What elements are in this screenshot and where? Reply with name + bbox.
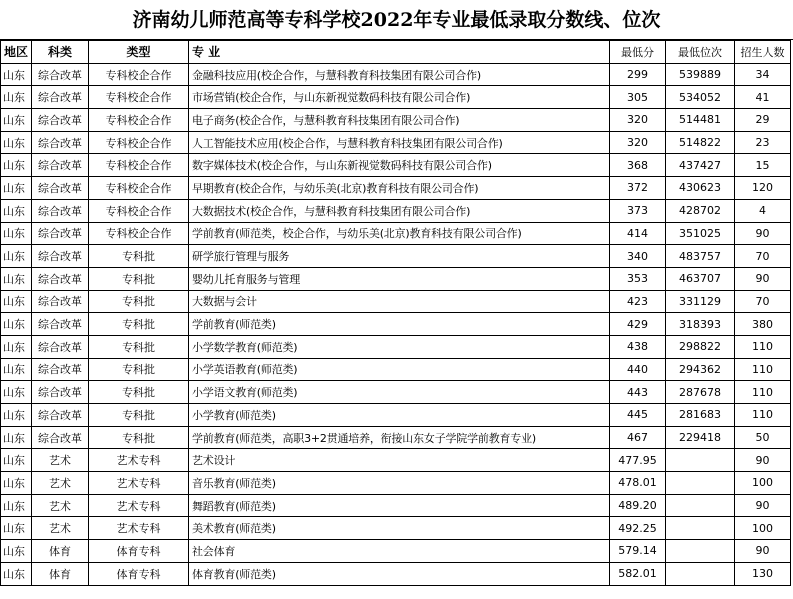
cell-min-score[interactable]: 299 [610, 63, 666, 86]
cell-min-score[interactable]: 440 [610, 358, 666, 381]
cell-major[interactable]: 大数据与会计 [189, 290, 610, 313]
cell-enrollment[interactable]: 4 [735, 199, 791, 222]
cell-min-rank[interactable]: 428702 [666, 199, 735, 222]
cell-region[interactable]: 山东 [1, 426, 32, 449]
cell-region[interactable]: 山东 [1, 109, 32, 132]
cell-min-rank[interactable]: 229418 [666, 426, 735, 449]
cell-subject[interactable]: 综合改革 [32, 154, 89, 177]
cell-type[interactable]: 专科批 [89, 245, 189, 268]
table-row [1, 358, 791, 381]
cell-min-rank[interactable]: 534052 [666, 86, 735, 109]
header-min-score[interactable]: 最低分 [610, 41, 666, 64]
table-row [1, 517, 791, 540]
cell-subject[interactable]: 艺术 [32, 517, 89, 540]
cell-region[interactable]: 山东 [1, 358, 32, 381]
cell-major[interactable]: 数字媒体技术(校企合作，与山东新视觉数码科技有限公司合作) [189, 154, 610, 177]
cell-min-rank[interactable] [666, 494, 735, 517]
table-row [1, 222, 791, 245]
cell-type[interactable]: 专科校企合作 [89, 109, 189, 132]
cell-subject[interactable]: 综合改革 [32, 199, 89, 222]
cell-major[interactable]: 电子商务(校企合作，与慧科教育科技集团有限公司合作) [189, 109, 610, 132]
cell-subject[interactable]: 艺术 [32, 494, 89, 517]
cell-major[interactable]: 婴幼儿托育服务与管理 [189, 267, 610, 290]
header-subject[interactable]: 科类 [32, 41, 89, 64]
table-row [1, 494, 791, 517]
cell-major[interactable]: 早期教育(校企合作，与幼乐美(北京)教育科技有限公司合作) [189, 177, 610, 200]
cell-enrollment[interactable]: 50 [735, 426, 791, 449]
cell-region[interactable]: 山东 [1, 131, 32, 154]
table-row [1, 86, 791, 109]
table-row [1, 426, 791, 449]
cell-major[interactable]: 小学英语教育(师范类) [189, 358, 610, 381]
cell-enrollment[interactable]: 70 [735, 245, 791, 268]
cell-min-score[interactable]: 477.95 [610, 449, 666, 472]
table-row [1, 154, 791, 177]
table-row [1, 381, 791, 404]
cell-type[interactable]: 专科批 [89, 381, 189, 404]
cell-min-rank[interactable] [666, 517, 735, 540]
cell-major[interactable]: 大数据技术(校企合作，与慧科教育科技集团有限公司合作) [189, 199, 610, 222]
cell-min-score[interactable]: 478.01 [610, 472, 666, 495]
header-enrollment[interactable]: 招生人数 [735, 41, 791, 64]
cell-major[interactable]: 学前教育(师范类) [189, 313, 610, 336]
cell-min-score[interactable]: 414 [610, 222, 666, 245]
cell-major[interactable]: 小学教育(师范类) [189, 404, 610, 427]
cell-enrollment[interactable]: 70 [735, 290, 791, 313]
cell-enrollment[interactable]: 90 [735, 449, 791, 472]
cell-major[interactable]: 小学语文教育(师范类) [189, 381, 610, 404]
cell-min-rank[interactable]: 514822 [666, 131, 735, 154]
cell-enrollment[interactable]: 23 [735, 131, 791, 154]
cell-min-rank[interactable] [666, 562, 735, 585]
cell-major[interactable]: 学前教育(师范类，校企合作，与幼乐美(北京)教育科技有限公司合作) [189, 222, 610, 245]
cell-enrollment[interactable]: 110 [735, 335, 791, 358]
table-row [1, 177, 791, 200]
cell-region[interactable]: 山东 [1, 494, 32, 517]
cell-type[interactable]: 专科校企合作 [89, 177, 189, 200]
cell-min-rank[interactable]: 294362 [666, 358, 735, 381]
cell-type[interactable]: 专科批 [89, 313, 189, 336]
header-type[interactable]: 类型 [89, 41, 189, 64]
cell-min-score[interactable]: 320 [610, 109, 666, 132]
cell-major[interactable]: 艺术设计 [189, 449, 610, 472]
cell-type[interactable]: 专科批 [89, 335, 189, 358]
cell-subject[interactable]: 综合改革 [32, 63, 89, 86]
table-row [1, 199, 791, 222]
cell-min-rank[interactable] [666, 472, 735, 495]
cell-region[interactable]: 山东 [1, 199, 32, 222]
cell-subject[interactable]: 体育 [32, 540, 89, 563]
header-region[interactable]: 地区 [1, 41, 32, 64]
table-row [1, 63, 791, 86]
cell-min-rank[interactable]: 351025 [666, 222, 735, 245]
cell-type[interactable]: 艺术专科 [89, 449, 189, 472]
cell-type[interactable]: 艺术专科 [89, 494, 189, 517]
cell-enrollment[interactable]: 380 [735, 313, 791, 336]
cell-type[interactable]: 专科校企合作 [89, 131, 189, 154]
table-row [1, 449, 791, 472]
cell-major[interactable]: 市场营销(校企合作，与山东新视觉数码科技有限公司合作) [189, 86, 610, 109]
cell-type[interactable]: 专科校企合作 [89, 63, 189, 86]
cell-min-score[interactable]: 372 [610, 177, 666, 200]
table-row [1, 562, 791, 585]
cell-min-rank[interactable] [666, 540, 735, 563]
cell-subject[interactable]: 综合改革 [32, 358, 89, 381]
cell-subject[interactable]: 艺术 [32, 472, 89, 495]
cell-subject[interactable]: 综合改革 [32, 426, 89, 449]
cell-region[interactable]: 山东 [1, 562, 32, 585]
cell-subject[interactable]: 艺术 [32, 449, 89, 472]
cell-min-score[interactable]: 492.25 [610, 517, 666, 540]
cell-enrollment[interactable]: 110 [735, 404, 791, 427]
cell-min-score[interactable]: 373 [610, 199, 666, 222]
cell-major[interactable]: 学前教育(师范类，高职3+2贯通培养，衔接山东女子学院学前教育专业) [189, 426, 610, 449]
cell-region[interactable]: 山东 [1, 245, 32, 268]
cell-min-score[interactable]: 579.14 [610, 540, 666, 563]
cell-type[interactable]: 专科批 [89, 267, 189, 290]
cell-min-score[interactable]: 368 [610, 154, 666, 177]
cell-region[interactable]: 山东 [1, 449, 32, 472]
cell-min-rank[interactable]: 318393 [666, 313, 735, 336]
header-min-rank[interactable]: 最低位次 [666, 41, 735, 64]
cell-region[interactable]: 山东 [1, 472, 32, 495]
cell-subject[interactable]: 综合改革 [32, 86, 89, 109]
cell-type[interactable]: 专科校企合作 [89, 199, 189, 222]
cell-region[interactable]: 山东 [1, 290, 32, 313]
cell-major[interactable]: 体育教育(师范类) [189, 562, 610, 585]
cell-type[interactable]: 专科批 [89, 426, 189, 449]
cell-major[interactable]: 社会体育 [189, 540, 610, 563]
cell-min-score[interactable]: 443 [610, 381, 666, 404]
cell-major[interactable]: 研学旅行管理与服务 [189, 245, 610, 268]
table-row [1, 472, 791, 495]
cell-type[interactable]: 专科校企合作 [89, 154, 189, 177]
cell-region[interactable]: 山东 [1, 313, 32, 336]
cell-min-score[interactable]: 340 [610, 245, 666, 268]
cell-min-rank[interactable]: 463707 [666, 267, 735, 290]
cell-subject[interactable]: 综合改革 [32, 381, 89, 404]
cell-enrollment[interactable]: 90 [735, 267, 791, 290]
cell-enrollment[interactable]: 41 [735, 86, 791, 109]
cell-min-score[interactable]: 438 [610, 335, 666, 358]
cell-min-rank[interactable]: 437427 [666, 154, 735, 177]
cell-subject[interactable]: 综合改革 [32, 131, 89, 154]
cell-min-rank[interactable]: 281683 [666, 404, 735, 427]
table-row [1, 245, 791, 268]
cell-major[interactable]: 人工智能技术应用(校企合作，与慧科教育科技集团有限公司合作) [189, 131, 610, 154]
cell-type[interactable]: 艺术专科 [89, 517, 189, 540]
cell-region[interactable]: 山东 [1, 222, 32, 245]
table-row [1, 404, 791, 427]
cell-min-rank[interactable]: 287678 [666, 381, 735, 404]
cell-min-score[interactable]: 353 [610, 267, 666, 290]
cell-type[interactable]: 专科批 [89, 404, 189, 427]
cell-min-rank[interactable]: 539889 [666, 63, 735, 86]
cell-subject[interactable]: 综合改革 [32, 335, 89, 358]
cell-region[interactable]: 山东 [1, 86, 32, 109]
cell-type[interactable]: 艺术专科 [89, 472, 189, 495]
table-row [1, 540, 791, 563]
cell-region[interactable]: 山东 [1, 63, 32, 86]
cell-type[interactable]: 体育专科 [89, 562, 189, 585]
cell-min-score[interactable]: 467 [610, 426, 666, 449]
cell-major[interactable]: 金融科技应用(校企合作，与慧科教育科技集团有限公司合作) [189, 63, 610, 86]
cell-region[interactable]: 山东 [1, 177, 32, 200]
cell-min-score[interactable]: 305 [610, 86, 666, 109]
cell-min-score[interactable]: 429 [610, 313, 666, 336]
table-row [1, 290, 791, 313]
cell-region[interactable]: 山东 [1, 267, 32, 290]
cell-min-rank[interactable]: 430623 [666, 177, 735, 200]
header-major[interactable]: 专 业 [189, 41, 610, 64]
cell-enrollment[interactable]: 29 [735, 109, 791, 132]
cell-major[interactable]: 舞蹈教育(师范类) [189, 494, 610, 517]
cell-min-rank[interactable] [666, 449, 735, 472]
page-title: 济南幼儿师范高等专科学校2022年专业最低录取分数线、位次 [0, 0, 793, 40]
cell-enrollment[interactable]: 110 [735, 381, 791, 404]
cell-enrollment[interactable]: 15 [735, 154, 791, 177]
cell-enrollment[interactable]: 120 [735, 177, 791, 200]
cell-type[interactable]: 体育专科 [89, 540, 189, 563]
table-body [1, 63, 791, 585]
cell-region[interactable]: 山东 [1, 404, 32, 427]
table-row [1, 313, 791, 336]
cell-min-rank[interactable]: 298822 [666, 335, 735, 358]
cell-min-rank[interactable]: 514481 [666, 109, 735, 132]
cell-subject[interactable]: 综合改革 [32, 245, 89, 268]
cell-subject[interactable]: 综合改革 [32, 290, 89, 313]
cell-subject[interactable]: 体育 [32, 562, 89, 585]
cell-min-score[interactable]: 582.01 [610, 562, 666, 585]
cell-region[interactable]: 山东 [1, 154, 32, 177]
cell-enrollment[interactable]: 130 [735, 562, 791, 585]
cell-subject[interactable]: 综合改革 [32, 222, 89, 245]
cell-enrollment[interactable]: 90 [735, 494, 791, 517]
cell-enrollment[interactable]: 110 [735, 358, 791, 381]
cell-major[interactable]: 音乐教育(师范类) [189, 472, 610, 495]
cell-min-rank[interactable]: 331129 [666, 290, 735, 313]
cell-region[interactable]: 山东 [1, 335, 32, 358]
table-row [1, 109, 791, 132]
cell-type[interactable]: 专科校企合作 [89, 222, 189, 245]
cell-subject[interactable]: 综合改革 [32, 313, 89, 336]
table-row [1, 335, 791, 358]
cell-min-score[interactable]: 489.20 [610, 494, 666, 517]
cell-enrollment[interactable]: 90 [735, 540, 791, 563]
admission-table [0, 40, 791, 586]
cell-type[interactable]: 专科批 [89, 358, 189, 381]
table-row [1, 267, 791, 290]
cell-region[interactable]: 山东 [1, 517, 32, 540]
cell-enrollment[interactable]: 90 [735, 222, 791, 245]
cell-subject[interactable]: 综合改革 [32, 109, 89, 132]
cell-min-score[interactable]: 320 [610, 131, 666, 154]
cell-enrollment[interactable]: 100 [735, 472, 791, 495]
cell-region[interactable]: 山东 [1, 381, 32, 404]
cell-enrollment[interactable]: 34 [735, 63, 791, 86]
cell-min-rank[interactable]: 483757 [666, 245, 735, 268]
cell-major[interactable]: 小学数学教育(师范类) [189, 335, 610, 358]
cell-region[interactable]: 山东 [1, 540, 32, 563]
cell-min-score[interactable]: 445 [610, 404, 666, 427]
cell-type[interactable]: 专科批 [89, 290, 189, 313]
cell-subject[interactable]: 综合改革 [32, 177, 89, 200]
header-row [1, 41, 791, 64]
cell-min-score[interactable]: 423 [610, 290, 666, 313]
cell-subject[interactable]: 综合改革 [32, 404, 89, 427]
cell-type[interactable]: 专科校企合作 [89, 86, 189, 109]
table-row [1, 131, 791, 154]
cell-major[interactable]: 美术教育(师范类) [189, 517, 610, 540]
cell-enrollment[interactable]: 100 [735, 517, 791, 540]
cell-subject[interactable]: 综合改革 [32, 267, 89, 290]
